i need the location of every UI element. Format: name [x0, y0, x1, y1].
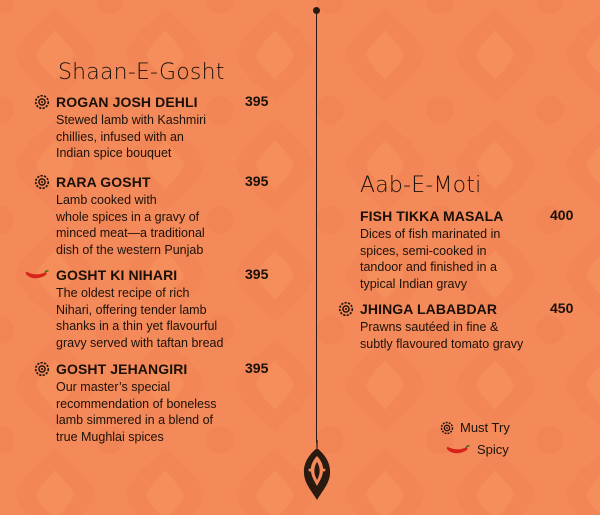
ornament-icon	[300, 440, 334, 502]
column-divider	[316, 11, 317, 443]
legend-must-try	[440, 420, 510, 435]
item-description	[360, 319, 585, 352]
section-title-aab-e-moti: Aab-E-Moti	[360, 173, 482, 198]
menu-item-gosht-ki-nihari	[56, 266, 276, 351]
item-description	[56, 379, 276, 445]
item-name: JHINGA LABABDAR	[360, 301, 498, 317]
item-price: 395	[245, 173, 269, 189]
description-line: typical Indian gravy	[360, 276, 468, 291]
description-line: whole spices in a gravy of	[56, 209, 200, 224]
description-line: Prawns sautéed in fine &	[360, 320, 499, 334]
menu-item-fish-tikka-masala	[360, 207, 585, 292]
description-line: Lamb cooked with	[56, 193, 157, 207]
must-try-icon	[34, 361, 50, 377]
must-try-icon	[34, 94, 50, 110]
item-description	[56, 285, 276, 351]
item-price: 450	[550, 300, 574, 316]
description-line: lamb simmered in a blend of	[56, 413, 214, 427]
description-line: dish of the western Punjab	[56, 242, 204, 257]
description-line: Nihari, offering tender lamb	[56, 302, 207, 317]
item-price: 400	[550, 207, 574, 223]
item-name: GOSHT KI NIHARI	[56, 267, 178, 283]
legend-spicy	[445, 442, 509, 457]
chili-pepper-icon	[445, 443, 471, 457]
menu-item-rara-gosht	[56, 173, 276, 258]
menu-item-jhinga-lababdar	[360, 300, 585, 352]
description-line: chillies, infused with an	[56, 129, 184, 144]
must-try-icon	[338, 301, 354, 317]
must-try-icon	[440, 421, 454, 435]
description-line: recommendation of boneless	[56, 396, 217, 411]
description-line: Indian spice bouquet	[56, 146, 172, 160]
description-line: subtly flavoured tomato gravy	[360, 336, 524, 351]
description-line: shanks in a thin yet flavourful	[56, 319, 218, 333]
menu-item-rogan-josh	[56, 93, 276, 162]
description-line: spices, semi-cooked in	[360, 243, 487, 258]
description-line: Dices of fish marinated in	[360, 227, 501, 241]
item-price: 395	[245, 360, 269, 376]
description-line: The oldest recipe of rich	[56, 286, 190, 300]
chili-pepper-icon	[24, 268, 50, 282]
item-name: GOSHT JEHANGIRI	[56, 361, 188, 377]
description-line: minced meat—a traditional	[56, 226, 205, 240]
description-line: true Mughlai spices	[56, 429, 164, 444]
item-name: FISH TIKKA MASALA	[360, 208, 504, 224]
section-title-shaan-e-gosht: Shaan-E-Gosht	[58, 60, 225, 85]
description-line: Stewed lamb with Kashmiri	[56, 113, 207, 127]
item-description	[56, 112, 276, 162]
description-line: gravy served with taftan bread	[56, 335, 224, 350]
item-description	[56, 192, 276, 258]
item-description	[360, 226, 585, 292]
description-line: Our master’s special	[56, 380, 171, 394]
legend-label: Spicy	[477, 442, 509, 457]
item-name: RARA GOSHT	[56, 174, 151, 190]
description-line: tandoor and finished in a	[360, 260, 497, 274]
item-price: 395	[245, 266, 269, 282]
menu-item-gosht-jehangiri	[56, 360, 276, 445]
legend-label: Must Try	[460, 420, 510, 435]
item-price: 395	[245, 93, 269, 109]
must-try-icon	[34, 174, 50, 190]
item-name: ROGAN JOSH DEHLI	[56, 94, 198, 110]
